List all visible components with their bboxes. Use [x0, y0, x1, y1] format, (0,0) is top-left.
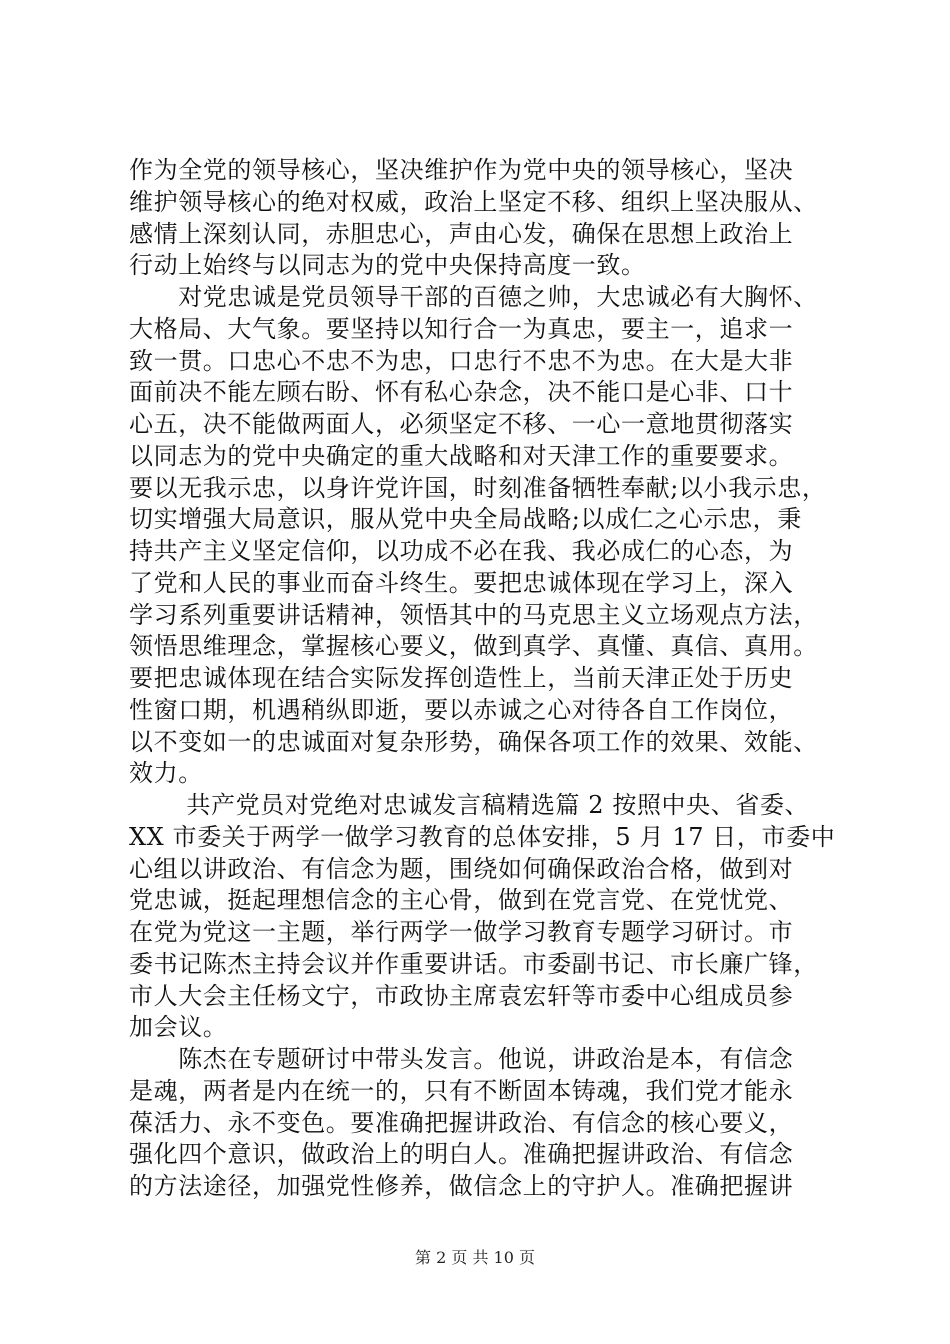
text-line: 委书记陈杰主持会议并作重要讲话。市委副书记、市长廉广锋， [129, 949, 818, 978]
text-line: 要以无我示忠，以身许党许国，时刻准备牺牲奉献;以小我示忠， [129, 473, 827, 502]
text-line: 了党和人民的事业而奋斗终生。要把忠诚体现在学习上，深入 [129, 568, 794, 597]
text-line: 共产党员对党绝对忠诚发言稿精选篇 2 按照中央、省委、 [129, 791, 810, 819]
text-line: XX 市委关于两学一做学习教育的总体安排，5 月 17 日，市委中 [129, 822, 836, 851]
text-line: 维护领导核心的绝对权威，政治上坚定不移、组织上坚决服从、 [129, 187, 818, 216]
text-line: 领悟思维理念，掌握核心要义，做到真学、真懂、真信、真用。 [129, 632, 818, 661]
text-line: 强化四个意识，做政治上的明白人。准确把握讲政治、有信念 [129, 1140, 794, 1169]
text-line: 学习系列重要讲话精神，领悟其中的马克思主义立场观点方法， [129, 600, 818, 629]
text-line: 加会议。 [129, 1013, 228, 1042]
text-line: 切实增强大局意识，服从党中央全局战略;以成仁之心示忠，秉 [129, 505, 802, 534]
text-line: 性窗口期，机遇稍纵即逝，要以赤诚之心对待各自工作岗位， [129, 695, 794, 724]
text-line: 以同志为的党中央确定的重大战略和对天津工作的重要要求。 [129, 441, 794, 470]
page-footer: 第 2 页 共 10 页 [415, 1248, 535, 1267]
text-line: 葆活力、永不变色。要准确把握讲政治、有信念的核心要义， [129, 1108, 794, 1137]
text-line: 行动上始终与以同志为的党中央保持高度一致。 [129, 251, 646, 280]
text-line: 作为全党的领导核心，坚决维护作为党中央的领导核心，坚决 [129, 156, 794, 184]
text-line: 大格局、大气象。要坚持以知行合一为真忠，要主一，追求一 [129, 314, 794, 343]
text-line: 致一贯。口忠心不忠不为忠，口忠行不忠不为忠。在大是大非 [129, 346, 794, 375]
document-body [129, 155, 836, 1203]
text-line: 心组以讲政治、有信念为题，围绕如何确保政治合格，做到对 [129, 854, 794, 883]
text-line: 对党忠诚是党员领导干部的百德之帅，大忠诚必有大胸怀、 [129, 283, 818, 311]
text-line: 以不变如一的忠诚面对复杂形势，确保各项工作的效果、效能、 [129, 727, 818, 756]
text-line: 市人大会主任杨文宁，市政协主席袁宏轩等市委中心组成员参 [129, 981, 794, 1010]
text-line: 心五，决不能做两面人，必须坚定不移、一心一意地贯彻落实 [129, 410, 794, 438]
text-line: 党忠诚，挺起理想信念的主心骨，做到在党言党、在党忧党、 [129, 886, 794, 915]
text-line: 陈杰在专题研讨中带头发言。他说，讲政治是本，有信念 [129, 1045, 794, 1073]
text-line: 在党为党这一主题，举行两学一做学习教育专题学习研讨。市 [129, 918, 794, 946]
text-line: 是魂，两者是内在统一的，只有不断固本铸魂，我们党才能永 [129, 1076, 794, 1105]
text-line: 效力。 [129, 759, 203, 788]
text-line: 的方法途径，加强党性修养，做信念上的守护人。准确把握讲 [129, 1172, 794, 1200]
text-line: 持共产主义坚定信仰，以功成不必在我、我必成仁的心态，为 [129, 537, 794, 565]
text-line: 感情上深刻认同，赤胆忠心，声由心发，确保在思想上政治上 [129, 219, 794, 248]
text-line: 面前决不能左顾右盼、怀有私心杂念，决不能口是心非、口十 [129, 378, 794, 407]
text-line: 要把忠诚体现在结合实际发挥创造性上，当前天津正处于历史 [129, 664, 794, 692]
